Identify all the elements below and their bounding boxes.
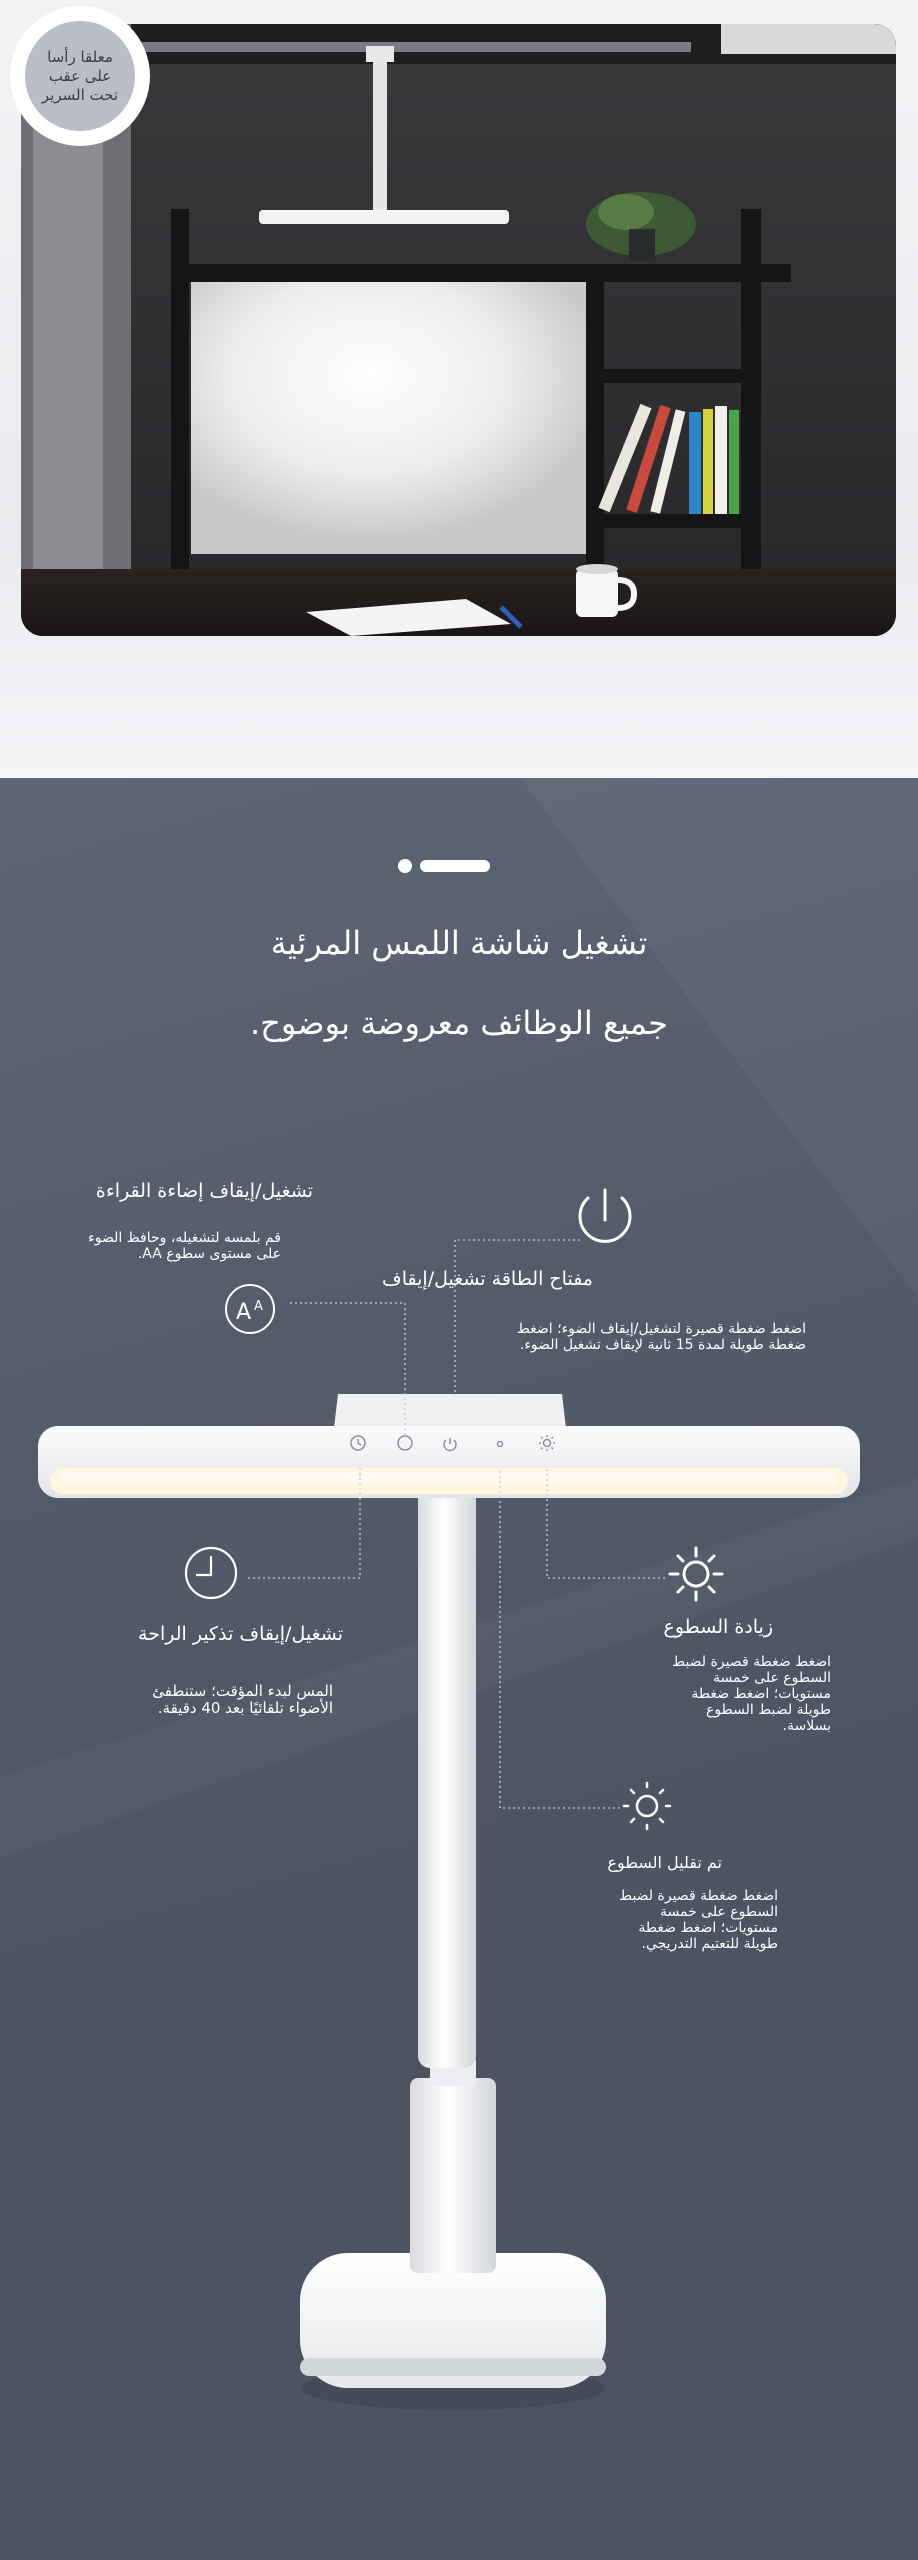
reading-light-desc: قم بلمسه لتشغيله، وحافظ الضوء على مستوى سطوع AA. — [88, 1230, 281, 1262]
section-subheading: جميع الوظائف معروضة بوضوح. — [250, 1004, 668, 1042]
clock-icon — [186, 1548, 236, 1598]
rest-reminder-desc: المس لبدء المؤقت؛ ستنطفئ الأضواء تلقائيًا بعد 40 دقيقة. — [152, 1682, 333, 1717]
brightness-down-title: تم تقليل السطوع — [607, 1853, 722, 1872]
power-icon — [580, 1190, 630, 1241]
rest-reminder-title: تشغيل/إيقاف تذكير الراحة — [138, 1623, 343, 1645]
brightness-down-desc: اضغط ضغطة قصيرة لضبط السطوع على خمسة مستويات؛ اضغط ضغطة طويلة للتعتيم التدريجي. — [619, 1888, 778, 1952]
bunk-bed-illustration — [21, 24, 896, 636]
page-indicator — [398, 859, 490, 873]
photo-badge — [10, 6, 150, 146]
power-switch-title: مفتاح الطاقة تشغيل/إيقاف — [382, 1268, 593, 1290]
svg-text:A: A — [236, 1300, 252, 1325]
bunk-bed-photo — [21, 24, 896, 636]
text-size-icon — [226, 1285, 274, 1333]
photo-badge-circle — [25, 21, 135, 131]
touch-screen-section — [0, 778, 918, 2560]
sun-small-icon — [624, 1783, 670, 1829]
brightness-up-title: زيادة السطوع — [663, 1616, 773, 1638]
reading-light-title: تشغيل/إيقاف إضاءة القراءة — [95, 1180, 313, 1202]
lamp-lower-arm — [410, 2078, 496, 2273]
lamp-control-housing — [334, 1394, 566, 1428]
brightness-up-desc: اضغط ضغطة قصيرة لضبط السطوع على خمسة مستويات؛ اضغط ضغطة طويلة لضبط السطوع بسلاسة. — [672, 1654, 831, 1734]
svg-text:A: A — [254, 1299, 263, 1314]
hanging-photo-section — [0, 0, 918, 778]
section-heading: تشغيل شاشة اللمس المرئية — [270, 924, 648, 962]
page-dot-active — [420, 860, 490, 872]
page-dot — [398, 859, 412, 873]
photo-badge-text: معلقا رأسا على عقب تحت السرير — [41, 47, 119, 104]
lamp-pole — [418, 1478, 476, 2068]
power-switch-desc: اضغط ضغطة قصيرة لتشغيل/إيقاف الضوء؛ اضغط ضغطة طويلة لمدة 15 ثانية لإيقاف تشغيل الضوء. — [516, 1321, 806, 1353]
